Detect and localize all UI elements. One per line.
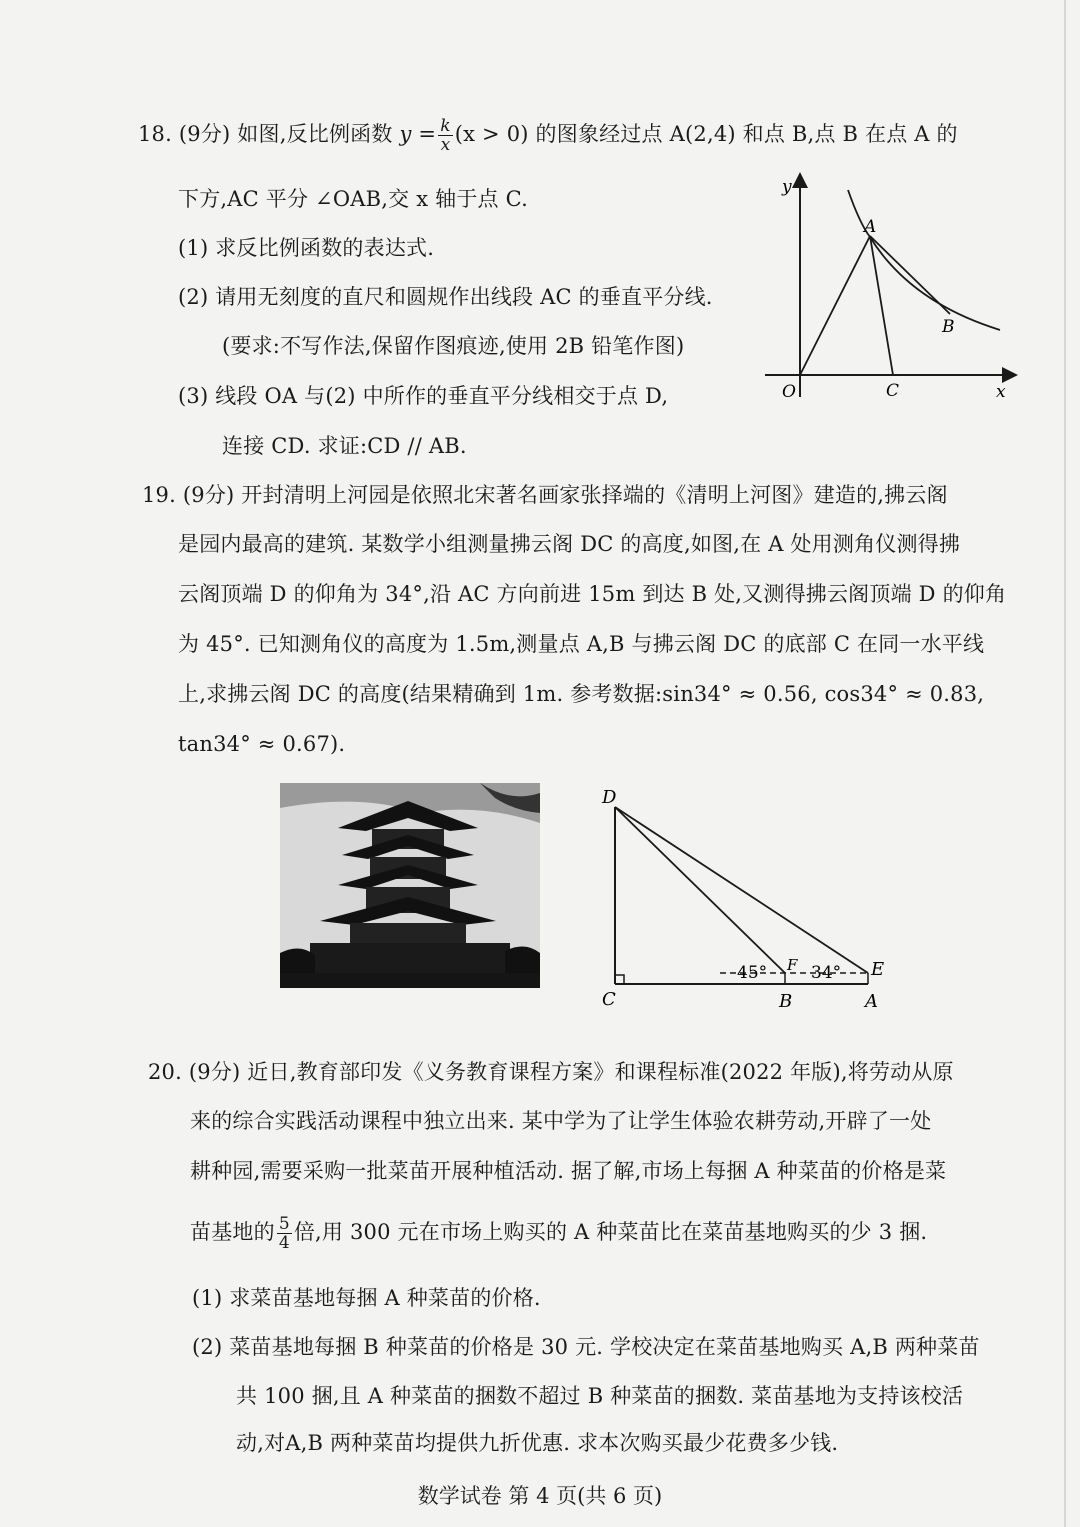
label-x: x	[996, 382, 1006, 402]
q20-line-4b: 倍,用 300 元在市场上购买的 A 种菜苗比在菜苗基地购买的少 3 捆.	[293, 1220, 928, 1244]
q18-part-1: (1) 求反比例函数的表达式.	[178, 236, 435, 260]
label-34: 34°	[811, 963, 842, 983]
q20-part-2-c: 动,对A,B 两种菜苗均提供九折优惠. 求本次购买最少花费多少钱.	[236, 1431, 839, 1455]
label-45: 45°	[737, 963, 768, 983]
label-B: B	[942, 317, 955, 337]
pavilion-silhouette	[280, 783, 540, 988]
segment-OA	[800, 236, 870, 375]
label-A: A	[864, 217, 877, 237]
q20-part-2-b: 共 100 捆,且 A 种菜苗的捆数不超过 B 种菜苗的捆数. 菜苗基地为支持该校活	[236, 1384, 964, 1408]
label-C: C	[602, 989, 616, 1010]
label-B: B	[779, 991, 793, 1012]
pavilion-photo	[280, 783, 540, 988]
q20-part-2-a: (2) 菜苗基地每捆 B 种菜苗的价格是 30 元. 学校决定在菜苗基地购买 A,B 两种菜苗	[192, 1335, 980, 1359]
right-angle-mark	[615, 975, 624, 984]
q19-line-6: tan34° ≈ 0.67).	[178, 732, 346, 756]
q19-line-1: 19. (9分) 开封清明上河园是依照北宋著名画家张择端的《清明上河图》建造的,拂云阁	[142, 483, 948, 507]
page-footer: 数学试卷 第 4 页(共 6 页)	[417, 1484, 663, 1508]
q20-line-4a: 苗基地的	[190, 1220, 275, 1244]
q18-line-2: 下方,AC 平分 ∠OAB,交 x 轴于点 C.	[178, 187, 529, 211]
q18-intro: 18. (9分) 如图,反比例函数	[138, 122, 393, 146]
q19-line-4: 为 45°. 已知测角仪的高度为 1.5m,测量点 A,B 与拂云阁 DC 的底部 C 在同一水平线	[178, 632, 985, 656]
q18-frac-den: x	[440, 135, 451, 155]
q18-part-3: (3) 线段 OA 与(2) 中所作的垂直平分线相交于点 D,	[178, 384, 669, 408]
q19-line-2: 是园内最高的建筑. 某数学小组测量拂云阁 DC 的高度,如图,在 A 处用测角仪测得拂	[178, 532, 961, 556]
q18-y-eq: y =	[399, 122, 437, 146]
label-F: F	[787, 956, 798, 974]
label-y: y	[782, 177, 792, 197]
q18-part-2: (2) 请用无刻度的直尺和圆规作出线段 AC 的垂直平分线.	[178, 285, 713, 309]
q20-fraction	[277, 1215, 292, 1252]
label-O: O	[782, 382, 796, 402]
q18-line-1	[138, 117, 958, 154]
q20-part-1: (1) 求菜苗基地每捆 A 种菜苗的价格.	[192, 1286, 541, 1310]
q18-part-3-cont: 连接 CD. 求证:CD // AB.	[222, 434, 467, 458]
hyperbola-curve	[848, 190, 1000, 330]
q18-fraction	[438, 117, 453, 154]
q20-line-2: 来的综合实践活动课程中独立出来. 某中学为了让学生体验农耕劳动,开辟了一处	[190, 1109, 932, 1133]
q19-line-5: 上,求拂云阁 DC 的高度(结果精确到 1m. 参考数据:sin34° ≈ 0.56, cos34° ≈ 0.83,	[178, 682, 985, 706]
line-DE	[615, 807, 868, 973]
q20-frac-num: 5	[278, 1214, 290, 1234]
label-D: D	[602, 787, 617, 808]
q20-line-3: 耕种园,需要采购一批菜苗开展种植活动. 据了解,市场上每捆 A 种菜苗的价格是菜	[190, 1159, 947, 1183]
q18-part-2-note: (要求:不写作法,保留作图痕迹,使用 2B 铅笔作图)	[222, 334, 685, 358]
label-E: E	[871, 959, 885, 980]
q20-line-4	[190, 1215, 927, 1252]
label-A: A	[865, 991, 878, 1012]
label-C: C	[886, 381, 900, 401]
line-DF	[615, 807, 785, 973]
q18-intro-rest: (x > 0) 的图象经过点 A(2,4) 和点 B,点 B 在点 A 的	[454, 122, 958, 146]
segment-AC	[870, 236, 893, 375]
q20-line-1: 20. (9分) 近日,教育部印发《义务教育课程方案》和课程标准(2022 年版),将劳动从原	[148, 1060, 954, 1084]
q18-frac-num: k	[440, 116, 451, 136]
q18-graph	[760, 172, 1020, 407]
q20-frac-den: 4	[278, 1233, 290, 1253]
page-edge	[1064, 0, 1066, 1527]
q19-figure	[595, 785, 895, 1015]
segment-AB	[870, 236, 950, 314]
q19-line-3: 云阁顶端 D 的仰角为 34°,沿 AC 方向前进 15m 到达 B 处,又测得拂云阁顶端 D 的仰角	[178, 582, 1007, 606]
